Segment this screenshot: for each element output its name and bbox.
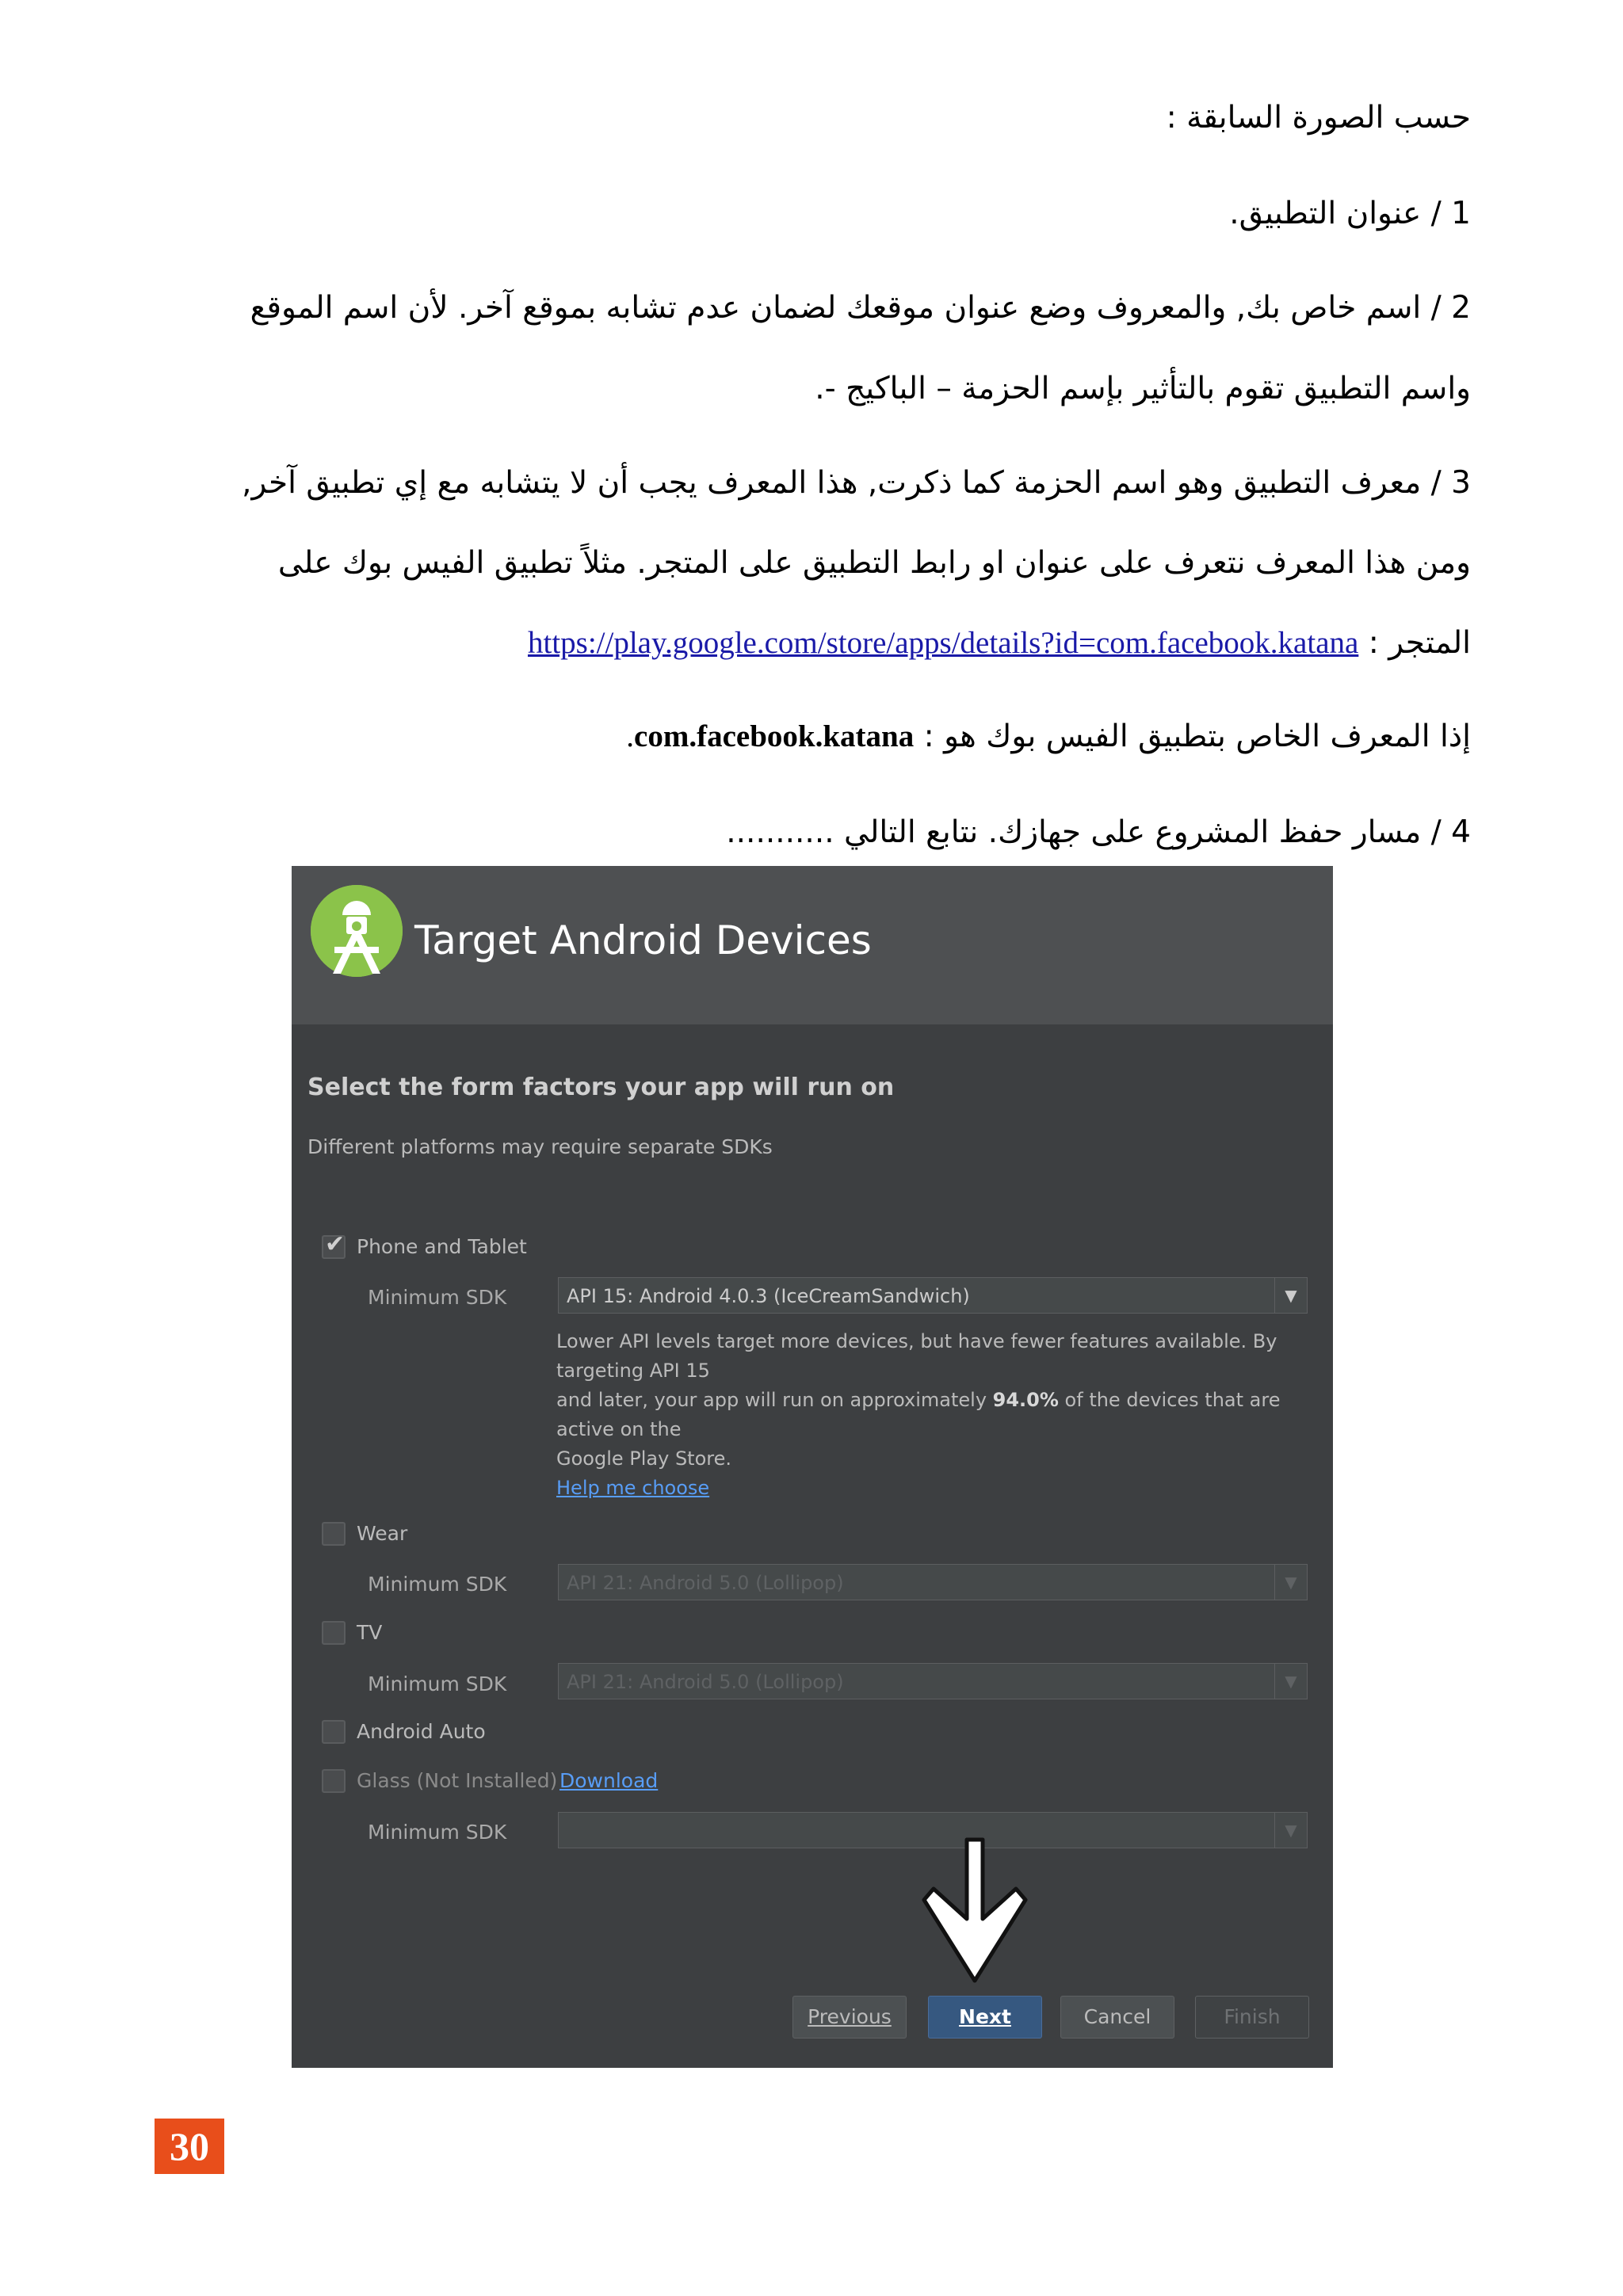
item-3-package-line [626, 715, 1471, 758]
next-button[interactable]: Next [928, 1996, 1042, 2039]
form-factor-subheading: Different platforms may require separate SDKs [307, 1135, 773, 1158]
package-prefix: إذا المعرف الخاص بتطبيق الفيس بوك هو : [923, 719, 1471, 754]
phone-min-sdk-value: API 15: Android 4.0.3 (IceCreamSandwich) [567, 1285, 970, 1307]
glass-label: Glass (Not Installed) [357, 1769, 558, 1792]
phone-min-sdk-label: Minimum SDK [368, 1286, 507, 1309]
chevron-down-icon[interactable]: ▼ [1274, 1565, 1307, 1600]
store-url-link[interactable]: https://play.google.com/store/apps/details?id=com.facebook.katana [527, 626, 1359, 660]
chevron-down-icon[interactable]: ▼ [1274, 1813, 1307, 1848]
item-3-line-1: 3 / معرف التطبيق وهو اسم الحزمة كما ذكرت, هذا المعرف يجب أن لا يتشابه مع إي تطبيق آخر, [242, 465, 1471, 501]
android-auto-label: Android Auto [357, 1720, 486, 1743]
api-info-line-1: Lower API levels target more devices, but have fewer features available. By targeting API 15 [556, 1330, 1277, 1382]
item-1-text: 1 / عنوان التطبيق. [1229, 196, 1471, 231]
android-auto-checkbox[interactable] [322, 1720, 346, 1744]
down-arrow-icon [919, 1836, 1030, 1987]
item-4-text: 4 / مسار حفظ المشروع على جهازك. نتابع التالي ........... [726, 814, 1471, 850]
phone-tablet-checkbox[interactable] [322, 1235, 346, 1259]
glass-checkbox[interactable] [322, 1769, 346, 1793]
tv-checkbox[interactable] [322, 1621, 346, 1645]
cancel-button[interactable]: Cancel [1060, 1996, 1174, 2039]
target-android-devices-dialog [292, 866, 1333, 2068]
tv-min-sdk-value: API 21: Android 5.0 (Lollipop) [567, 1671, 844, 1693]
item-2-line-1: 2 / اسم خاص بك, والمعروف وضع عنوان موقعك لضمان عدم تشابه بموقع آخر. لأن اسم الموقع [250, 290, 1471, 326]
api-info-text [556, 1327, 1301, 1503]
api-info-percent: 94.0% [992, 1389, 1059, 1411]
item-3-line-2: ومن هذا المعرف نتعرف على عنوان او رابط التطبيق على المتجر. مثلاً تطبيق الفيس بوك على [277, 545, 1471, 581]
item-3-line-3 [528, 622, 1471, 665]
page-number: 30 [155, 2119, 224, 2174]
chevron-down-icon[interactable]: ▼ [1274, 1664, 1307, 1699]
help-me-choose-link[interactable]: Help me choose [556, 1477, 710, 1499]
package-suffix: . [626, 719, 635, 753]
previous-button[interactable]: Previous [792, 1996, 907, 2039]
store-label: المتجر : [1368, 625, 1471, 661]
package-name: com.facebook.katana [634, 719, 915, 753]
phone-min-sdk-select[interactable] [558, 1277, 1308, 1314]
glass-min-sdk-label: Minimum SDK [368, 1821, 507, 1844]
api-info-line-2a: and later, your app will run on approximately [556, 1389, 993, 1411]
dialog-title: Target Android Devices [414, 917, 872, 963]
wear-min-sdk-select[interactable] [558, 1564, 1308, 1600]
api-info-line-2b: of the devices that are active on the [556, 1389, 1281, 1440]
tv-min-sdk-label: Minimum SDK [368, 1672, 507, 1695]
wear-min-sdk-value: API 21: Android 5.0 (Lollipop) [567, 1572, 844, 1594]
android-studio-logo-icon [311, 885, 403, 977]
wear-min-sdk-label: Minimum SDK [368, 1573, 507, 1596]
tv-label: TV [357, 1621, 383, 1644]
finish-button[interactable]: Finish [1195, 1996, 1309, 2039]
dialog-header [292, 866, 1333, 1024]
intro-text: حسب الصورة السابقة : [1166, 100, 1471, 135]
wear-label: Wear [357, 1522, 408, 1545]
phone-tablet-label: Phone and Tablet [357, 1235, 527, 1258]
api-info-line-3: Google Play Store. [556, 1447, 732, 1470]
tv-min-sdk-select[interactable] [558, 1663, 1308, 1699]
form-factor-heading: Select the form factors your app will run on [307, 1074, 895, 1101]
chevron-down-icon[interactable]: ▼ [1274, 1278, 1307, 1313]
item-2-line-2: واسم التطبيق تقوم بالتأثير بإسم الحزمة – الباكيج -. [815, 371, 1471, 406]
download-link[interactable]: Download [559, 1769, 659, 1792]
wear-checkbox[interactable] [322, 1522, 346, 1546]
